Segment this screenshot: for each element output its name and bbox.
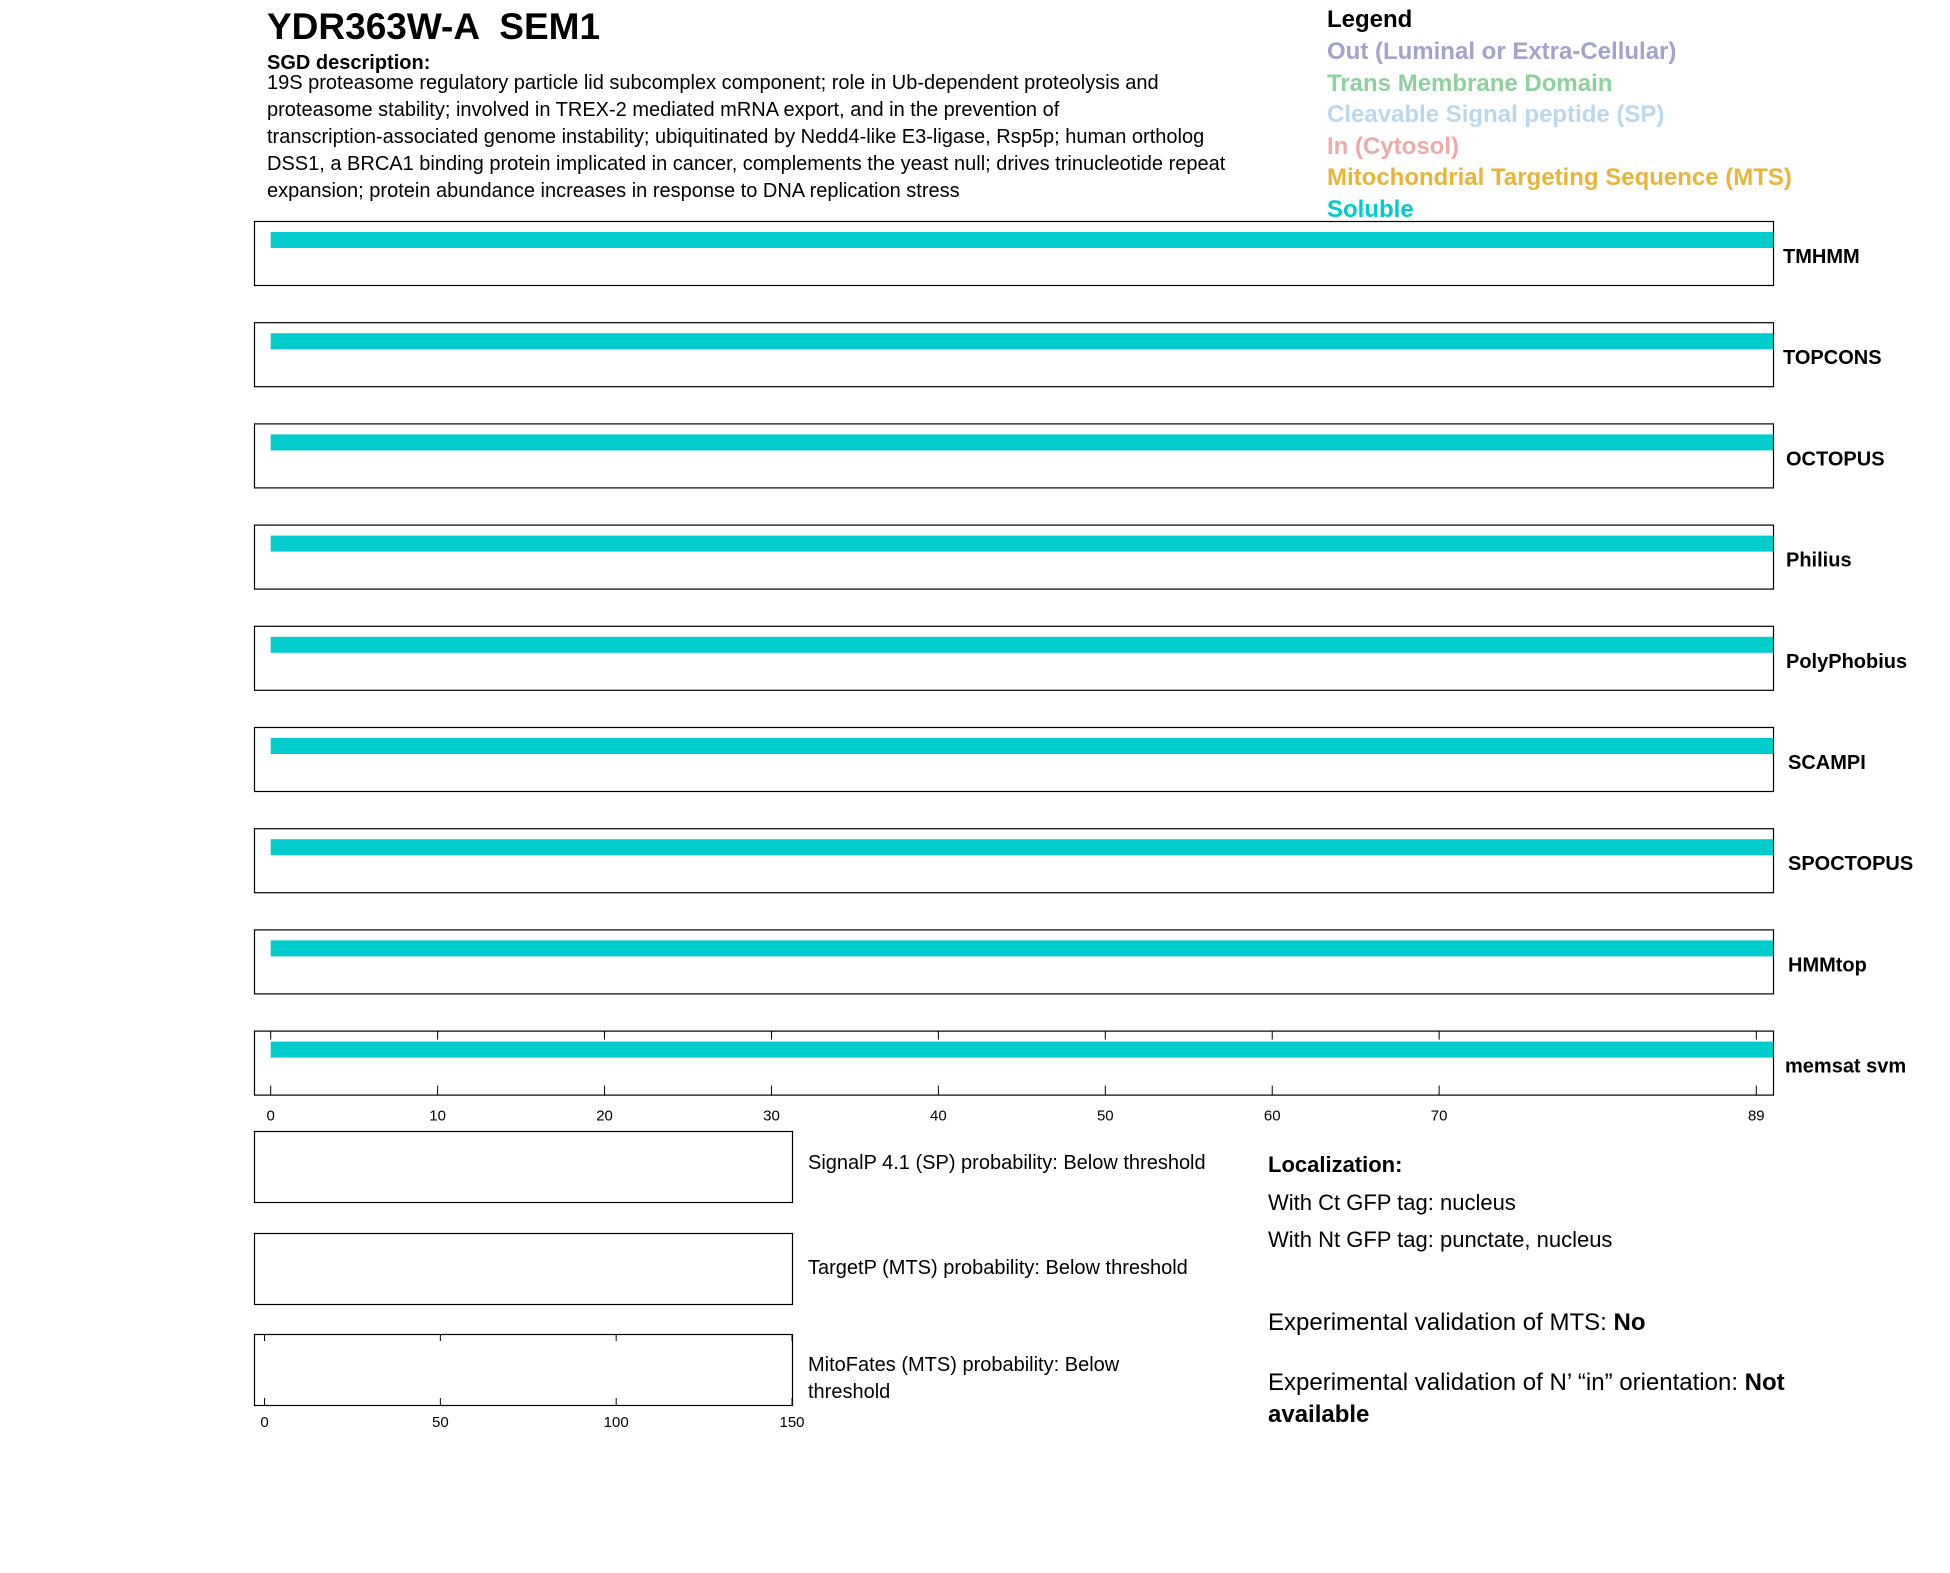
localization-panel: [1268, 1150, 1612, 1262]
predictor-panel: [255, 424, 1774, 488]
predictor-panel: [255, 728, 1774, 792]
predictor-panel: [255, 222, 1774, 286]
predictor-row: [255, 626, 1908, 690]
x-tick-label: 70: [1430, 1107, 1448, 1125]
x-tick-label: 0: [266, 1107, 275, 1125]
predictor-panel: [255, 1031, 1774, 1095]
probability-panel: [255, 1132, 793, 1203]
topology-segment: [271, 1042, 1773, 1058]
predictor-label: memsat svm: [1785, 1055, 1907, 1078]
experimental-mts-label: Experimental validation of MTS:: [1268, 1309, 1614, 1336]
systematic-name: YDR363W-A: [267, 6, 479, 47]
legend-item-out: Out (Luminal or Extra-Cellular): [1327, 38, 1677, 65]
localization-heading: Localization:: [1268, 1152, 1403, 1177]
legend-title: Legend: [1327, 6, 1413, 33]
topology-segment: [271, 434, 1773, 450]
sgd-heading: SGD description:: [267, 52, 431, 74]
probability-row: [255, 1334, 805, 1431]
topology-segment: [271, 232, 1773, 248]
predictor-panel: [255, 525, 1774, 589]
localization-ct: With Ct GFP tag: nucleus: [1268, 1190, 1516, 1215]
experimental-mts: [1268, 1307, 1868, 1339]
x-tick-label: 50: [1096, 1107, 1114, 1125]
signalp-probability-label: SignalP 4.1 (SP) probability: Below threshold: [808, 1152, 1206, 1174]
x-tick-label: 89: [1747, 1107, 1765, 1125]
predictor-panel: [255, 930, 1774, 994]
sgd-description-line: proteasome stability; involved in TREX-2 mediated mRNA export, and in the prevention of: [267, 99, 1060, 121]
topology-segment: [271, 637, 1773, 653]
predictor-row: [255, 222, 1860, 286]
sgd-description-line: 19S proteasome regulatory particle lid subcomplex component; role in Ub-dependent proteolysis and: [267, 72, 1159, 94]
predictor-label: HMMtop: [1788, 954, 1867, 977]
sgd-description-line: expansion; protein abundance increases in response to DNA replication stress: [267, 180, 960, 202]
x-tick-label: 10: [429, 1107, 446, 1125]
predictor-row: [255, 930, 1867, 994]
predictor-label: PolyPhobius: [1786, 650, 1908, 673]
legend-item-sp: Cleavable Signal peptide (SP): [1327, 101, 1665, 128]
x-tick-label: 60: [1263, 1107, 1281, 1125]
probability-row: [255, 1234, 793, 1305]
legend-item-soluble: Soluble: [1327, 195, 1414, 223]
x-tick-label: 40: [930, 1107, 947, 1125]
x-tick-label: 100: [603, 1414, 629, 1431]
probability-row: [255, 1132, 793, 1203]
predictor-row: [255, 525, 1852, 589]
predictor-label: TOPCONS: [1783, 347, 1882, 370]
predictor-row: [255, 829, 1914, 893]
experimental-mts-value: No: [1613, 1309, 1646, 1336]
predictor-row: [255, 424, 1885, 488]
probability-panel: [255, 1234, 793, 1305]
predictor-panel: [255, 323, 1774, 387]
experimental-orientation-value: Not available: [1268, 1369, 1785, 1428]
predictor-panel: [255, 626, 1774, 690]
standard-name: SEM1: [499, 6, 601, 47]
predictor-label: SPOCTOPUS: [1788, 853, 1914, 876]
topology-segment: [271, 839, 1773, 855]
x-tick-label: 0: [260, 1414, 269, 1431]
localization-nt: With Nt GFP tag: punctate, nucleus: [1268, 1227, 1613, 1252]
probability-panel: [255, 1335, 793, 1406]
predictor-panel: [255, 829, 1774, 893]
predictor-row: [255, 323, 1882, 387]
predictor-label: Philius: [1786, 549, 1852, 572]
sgd-description-line: transcription-associated genome instability; ubiquitinated by Nedd4-like E3-ligase, Rsp5p; human ortholog: [267, 126, 1205, 148]
topology-segment: [271, 333, 1773, 349]
legend-item-mts: Mitochondrial Targeting Sequence (MTS): [1327, 164, 1792, 191]
predictor-label: SCAMPI: [1788, 752, 1866, 774]
topology-segment: [271, 940, 1773, 956]
targetp-probability-label: TargetP (MTS) probability: Below threshold: [808, 1257, 1188, 1279]
topology-segment: [271, 738, 1773, 754]
predictor-row: [255, 1031, 1907, 1125]
predictor-label: TMHMM: [1783, 246, 1860, 268]
experimental-orientation: [1268, 1367, 1848, 1431]
topology-segment: [271, 536, 1773, 552]
x-tick-label: 30: [763, 1107, 780, 1125]
x-tick-label: 150: [779, 1414, 805, 1431]
predictor-label: OCTOPUS: [1786, 448, 1885, 471]
x-tick-label: 20: [596, 1107, 613, 1125]
sgd-description-line: DSS1, a BRCA1 binding protein implicated in cancer, complements the yeast null; drives trinucleotide repeat: [267, 153, 1226, 175]
mitofates-probability-label: MitoFates (MTS) probability: Below threshold: [808, 1354, 1120, 1403]
experimental-orientation-label: Experimental validation of N’ “in” orientation:: [1268, 1369, 1745, 1396]
legend-item-in: In (Cytosol): [1327, 132, 1459, 160]
x-tick-label: 50: [432, 1414, 449, 1431]
legend-item-tm: Trans Membrane Domain: [1327, 69, 1613, 97]
predictor-row: [255, 728, 1866, 792]
